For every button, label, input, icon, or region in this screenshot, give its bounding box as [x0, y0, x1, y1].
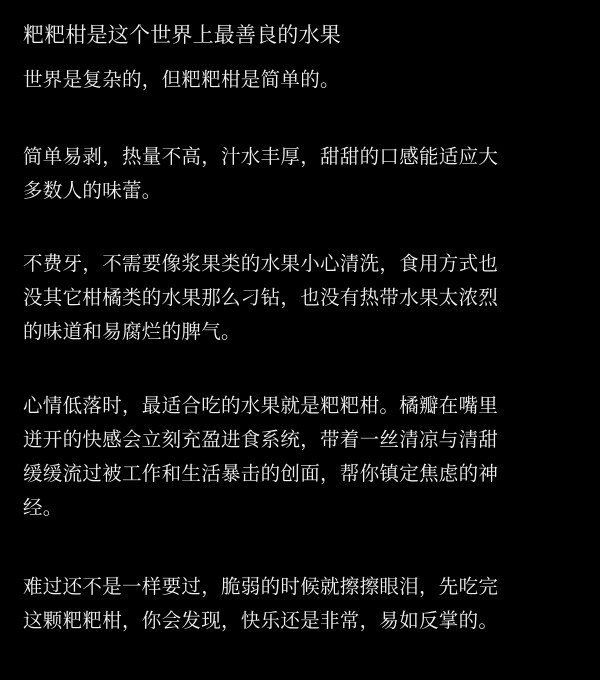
- paragraph-line: 缓缓流过被工作和生活暴击的创面，帮你镇定焦虑的神: [23, 462, 499, 485]
- paragraph-5: [23, 570, 583, 638]
- paragraph-line: 心情低落时，最适合吃的水果就是粑粑柑。橘瓣在嘴里: [23, 394, 499, 417]
- paragraph-4: [23, 389, 583, 525]
- paragraph-line: 难过还不是一样要过，脆弱的时候就擦擦眼泪，先吃完: [23, 575, 499, 598]
- paragraph-line: 简单易剥，热量不高，汁水丰厚，甜甜的口感能适应大: [23, 145, 499, 168]
- paragraph-line: 经。: [23, 496, 63, 519]
- paragraph-line: 世界是复杂的，但粑粑柑是简单的。: [23, 68, 340, 91]
- paragraph-line: 不费牙，不需要像浆果类的水果小心清洗，食用方式也: [23, 252, 499, 275]
- paragraph-line: 迸开的快感会立刻充盈进食系统，带着一丝清凉与清甜: [23, 428, 499, 451]
- paragraph-3: [23, 247, 583, 349]
- paragraph-2: [23, 140, 583, 208]
- paragraph-1: [23, 63, 583, 97]
- paragraph-line: 的味道和易腐烂的脾气。: [23, 320, 241, 343]
- article-title: 粑粑柑是这个世界上最善良的水果: [23, 23, 341, 47]
- paragraph-line: 多数人的味蕾。: [23, 179, 162, 202]
- paragraph-line: 这颗粑粑柑，你会发现，快乐还是非常，易如反掌的。: [23, 609, 499, 632]
- paragraph-line: 没其它柑橘类的水果那么刁钻，也没有热带水果太浓烈: [23, 286, 499, 309]
